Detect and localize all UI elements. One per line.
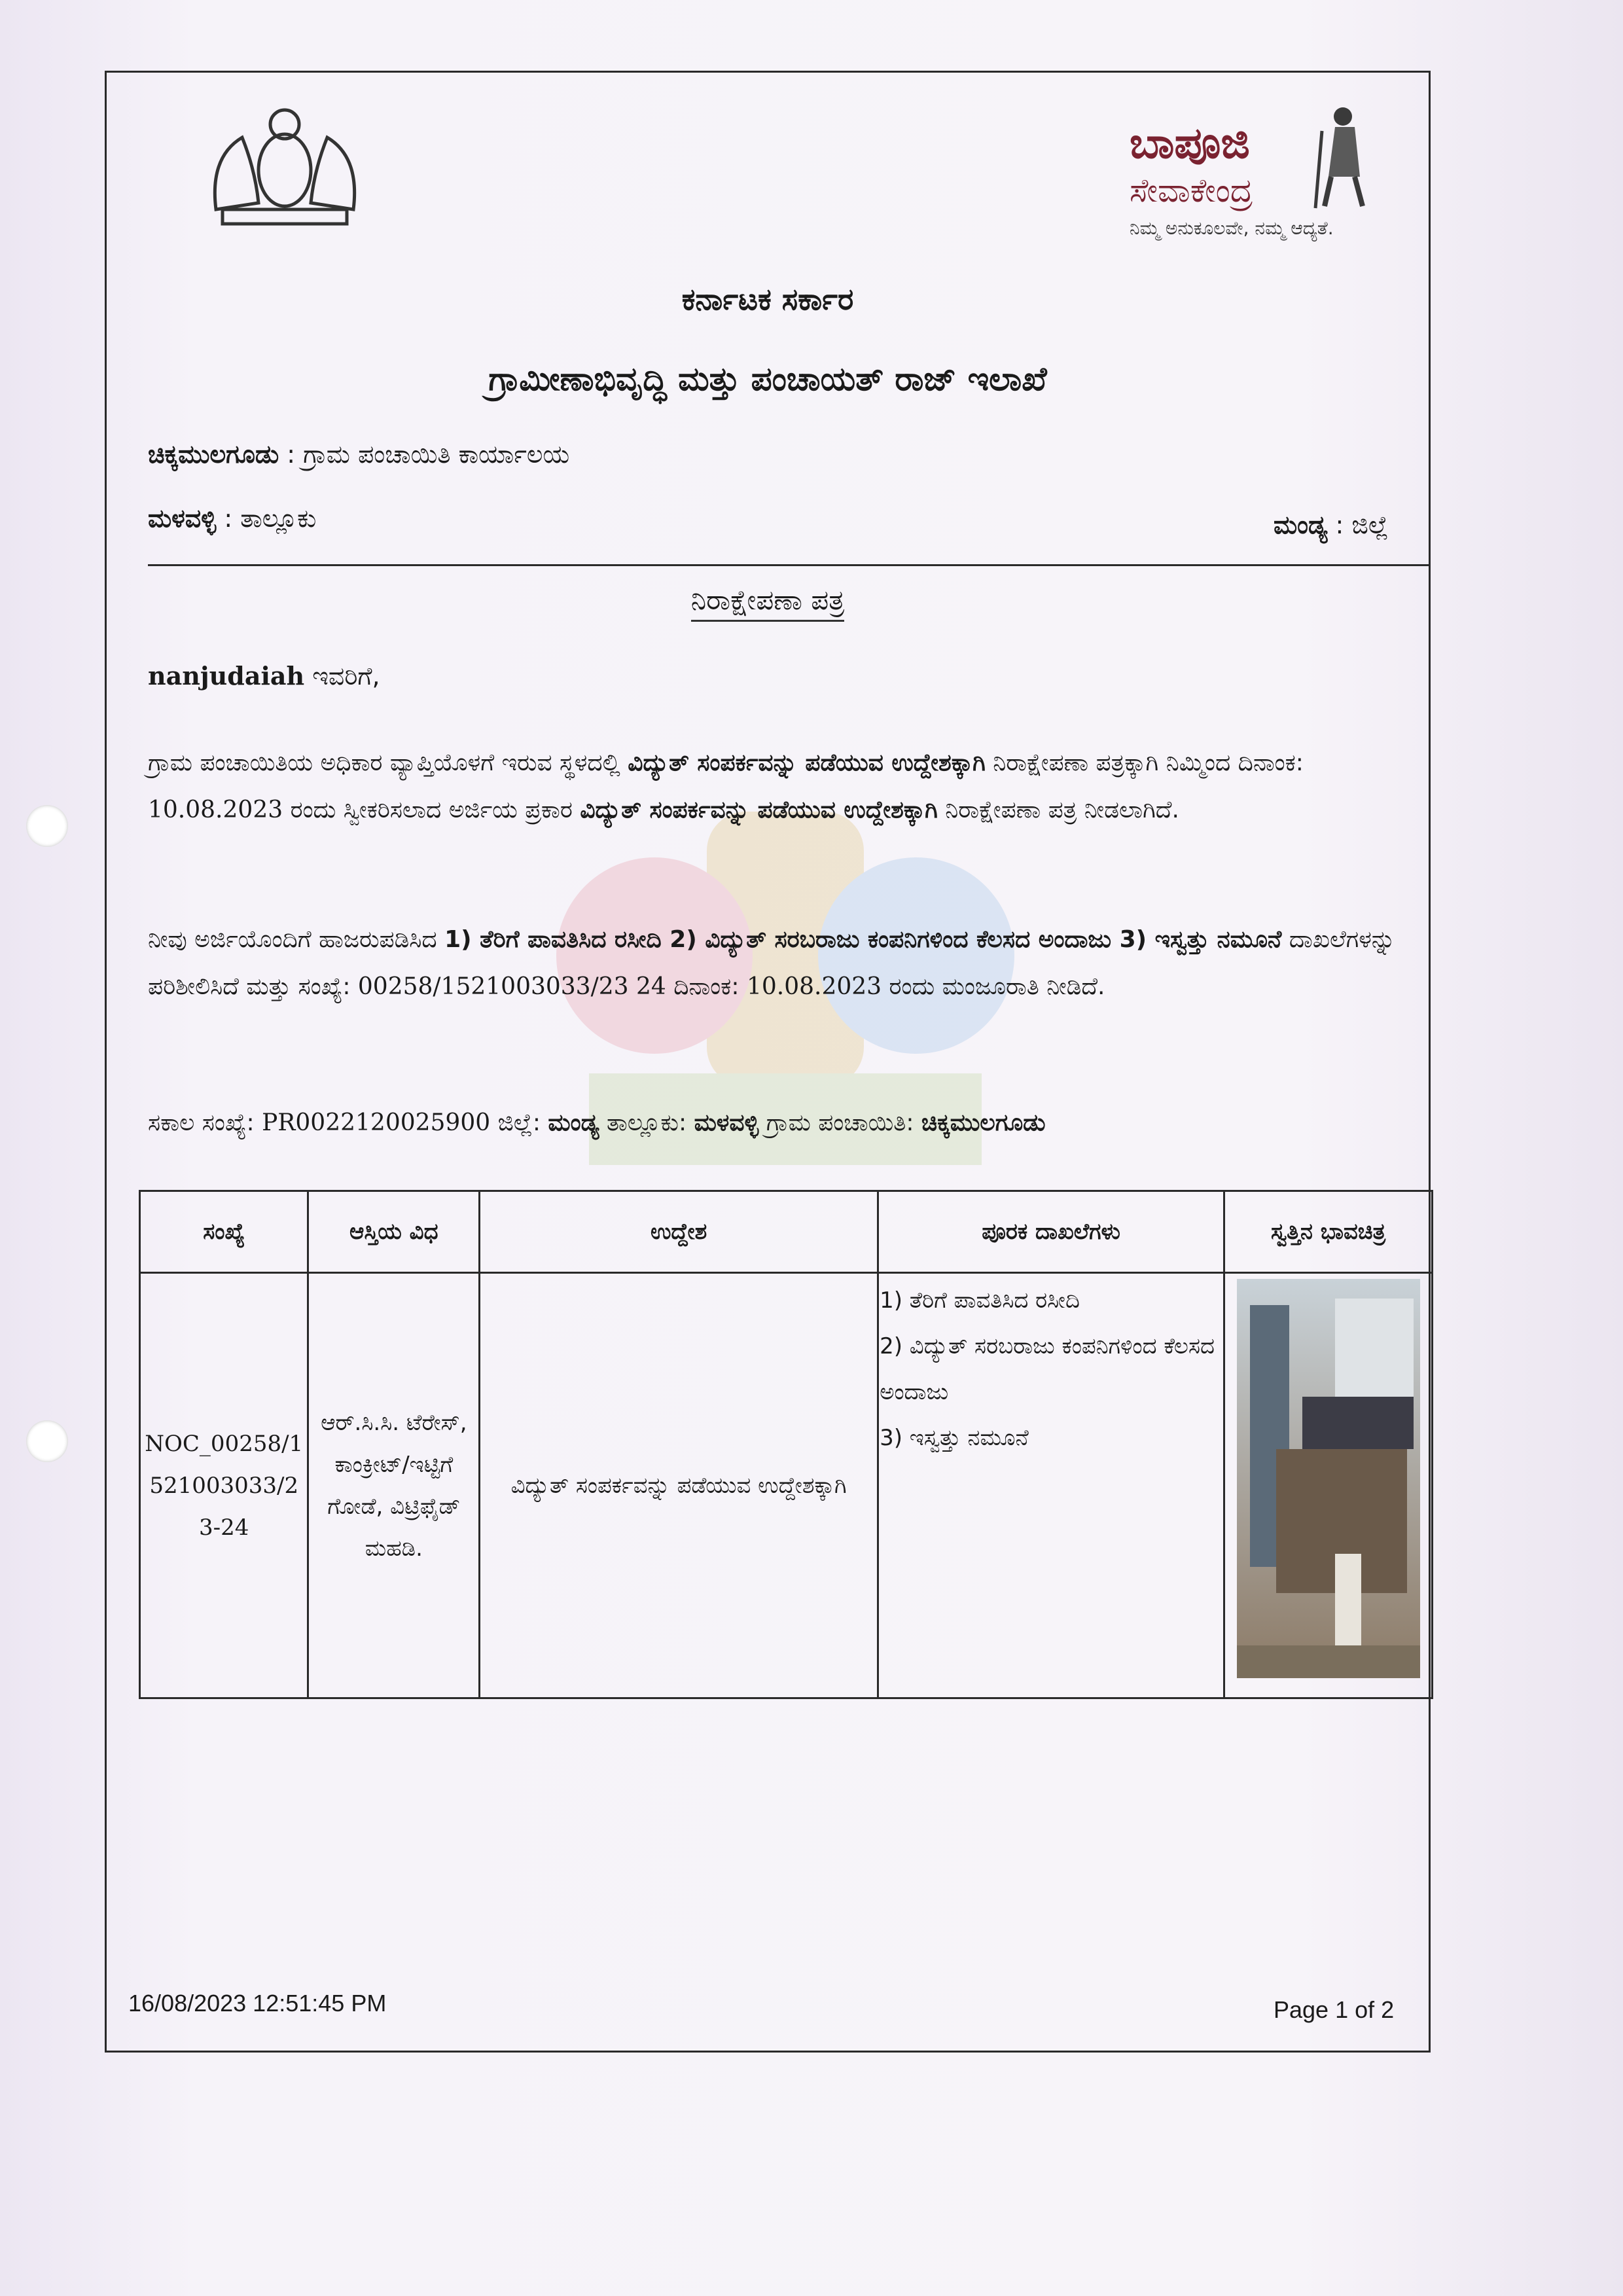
photo-cell (1224, 1273, 1433, 1698)
para1-text-a: ಗ್ರಾಮ ಪಂಚಾಯಿತಿಯ ಅಧಿಕಾರ ವ್ಯಾಪ್ತಿಯೊಳಗೆ ಇರುವ ಸ್ಥಳದಲ್ಲಿ (148, 749, 628, 776)
district-line (1274, 511, 1389, 540)
sakala-line (148, 1100, 1431, 1147)
table-header-row (140, 1191, 1433, 1273)
approval-date: 10.08.2023 (746, 973, 882, 1000)
document-item: 1) ತೆರಿಗೆ ಪಾವತಿಸಿದ ರಸೀದಿ (880, 1287, 1080, 1314)
logo-subtitle: ಸೇವಾಕೇಂದ್ರ (1130, 171, 1253, 209)
documents-cell (878, 1273, 1224, 1698)
para2-documents: 1) ತೆರಿಗೆ ಪಾವತಿಸಿದ ರಸೀದಿ 2) ವಿದ್ಯುತ್ ಸರಬರಾಜು ಕಂಪನಿಗಳಿಂದ ಕೆಲಸದ ಅಂದಾಜು 3) ಇಸ್ವತ್ತು ನಮೂನೆ (444, 926, 1282, 953)
recipient-name: nanjudaiah (148, 661, 305, 691)
paragraph-application (148, 740, 1431, 834)
taluk-name: ಮಳವಳ್ಳಿ (148, 504, 217, 533)
sakala-district-label: ಜಿಲ್ಲೆ: (490, 1109, 548, 1136)
bapuji-sevakendra-logo (1119, 98, 1394, 249)
panchayat-label: : ಗ್ರಾಮ ಪಂಚಾಯಿತಿ ಕಾರ್ಯಾಲಯ (279, 440, 570, 469)
para1-text-c: ನಿರಾಕ್ಷೇಪಣಾ ಪತ್ರಕ್ಕಾಗಿ ನಿಮ್ಮಿಂದ ದಿನಾಂಕ: (985, 749, 1304, 776)
document-item: 2) ವಿದ್ಯುತ್ ಸರಬರಾಜು ಕಂಪನಿಗಳಿಂದ ಕೆಲಸದ ಅಂದಾಜು (880, 1333, 1215, 1405)
taluk-line (148, 504, 316, 533)
state-government-heading: ಕರ್ನಾಟಕ ಸರ್ಕಾರ (681, 281, 854, 317)
column-header-number: ಸಂಖ್ಯೆ (140, 1191, 308, 1273)
column-header-property-type: ಆಸ್ತಿಯ ವಿಧ (308, 1191, 480, 1273)
department-heading: ಗ್ರಾಮೀಣಾಭಿವೃದ್ಧಿ ಮತ್ತು ಪಂಚಾಯತ್ ರಾಜ್ ಇಲಾಖೆ (488, 360, 1047, 398)
header-divider (148, 564, 1431, 566)
para2-text-a: ನೀವು ಅರ್ಜಿಯೊಂದಿಗೆ ಹಾಜರುಪಡಿಸಿದ (148, 926, 445, 953)
logo-title: ಬಾಪೂಜಿ (1130, 118, 1250, 168)
approval-number: 00258/1521003033/23 24 (357, 973, 666, 1000)
para2-text-d: ದಿನಾಂಕ: (666, 973, 747, 1000)
column-header-purpose: ಉದ್ದೇಶ (480, 1191, 878, 1273)
sakala-label: ಸಕಾಲ ಸಂಖ್ಯೆ: (148, 1109, 262, 1136)
panchayat-line (148, 440, 569, 469)
sakala-taluk-label: ತಾಲ್ಲೂಕು: (599, 1109, 694, 1136)
para2-text-e: ರಂದು ಮಂಜೂರಾತಿ ನೀಡಿದೆ. (882, 973, 1105, 1000)
purpose-cell: ವಿದ್ಯುತ್ ಸಂಪರ್ಕವನ್ನು ಪಡೆಯುವ ಉದ್ದೇಶಕ್ಕಾಗಿ (480, 1273, 878, 1698)
paragraph-approval (148, 916, 1431, 1011)
column-header-photo: ಸ್ವತ್ತಿನ ಭಾವಚಿತ್ರ (1224, 1191, 1433, 1273)
district-label: : ಜಿಲ್ಲೆ (1327, 511, 1389, 539)
sakala-gp-label: ಗ್ರಾಮ ಪಂಚಾಯಿತಿ: (758, 1109, 921, 1136)
sakala-taluk: ಮಳವಳ್ಳಿ (694, 1109, 759, 1136)
para1-text-d: ರಂದು ಸ್ವೀಕರಿಸಲಾದ ಅರ್ಜಿಯ ಪ್ರಕಾರ (283, 797, 580, 823)
document-title: ನಿರಾಕ್ಷೇಪಣಾ ಪತ್ರ (105, 584, 1431, 617)
punch-hole (26, 1420, 68, 1462)
noc-number-cell: NOC_00258/1521003033/23-24 (140, 1273, 308, 1698)
gandhi-walking-icon (1309, 105, 1381, 209)
para2-text-c: ದಾಖಲೆಗಳನ್ನು ಪರಿಶೀಲಿಸಿದೆ ಮತ್ತು ಸಂಖ್ಯೆ: (148, 926, 1396, 1000)
property-type-cell: ಆರ್.ಸಿ.ಸಿ. ಟೆರೇಸ್, ಕಾಂಕ್ರೀಟ್/ಇಟ್ಟಿಗೆ ಗೋಡೆ, ವಿಟ್ರಿಫೈಡ್ ಮಹಡಿ. (308, 1273, 480, 1698)
district-name: ಮಂಡ್ಯ (1274, 511, 1328, 539)
table-row (140, 1273, 1433, 1698)
page-number: Page 1 of 2 (1274, 1996, 1395, 2023)
sakala-number: PR0022120025900 (262, 1109, 491, 1136)
salutation-suffix: ಇವರಿಗೆ, (304, 662, 380, 691)
karnataka-emblem-icon (196, 98, 373, 236)
logo-tagline: ನಿಮ್ಮ ಅನುಕೂಲವೇ, ನಮ್ಮ ಆದ್ಯತೆ. (1130, 217, 1334, 239)
sakala-district: ಮಂಡ್ಯ (548, 1109, 599, 1136)
taluk-label: : ತಾಲ್ಲೂಕು (216, 504, 317, 533)
punch-hole (26, 805, 68, 847)
para1-text-f: ನಿರಾಕ್ಷೇಪಣಾ ಪತ್ರ ನೀಡಲಾಗಿದೆ. (937, 797, 1179, 823)
noc-details-table (139, 1190, 1433, 1699)
sakala-gp: ಚಿಕ್ಕಮುಲಗೂಡು (921, 1109, 1046, 1136)
document-item: 3) ಇಸ್ವತ್ತು ನಮೂನೆ (880, 1425, 1029, 1451)
column-header-documents: ಪೂರಕ ದಾಖಲೆಗಳು (878, 1191, 1224, 1273)
para1-purpose-2: ವಿದ್ಯುತ್ ಸಂಪರ್ಕವನ್ನು ಪಡೆಯುವ ಉದ್ದೇಶಕ್ಕಾಗಿ (580, 797, 938, 823)
print-timestamp: 16/08/2023 12:51:45 PM (128, 1990, 387, 2017)
property-photo (1237, 1279, 1420, 1678)
para1-date: 10.08.2023 (148, 797, 283, 823)
panchayat-name: ಚಿಕ್ಕಮುಲಗೂಡು (148, 440, 279, 469)
salutation (148, 661, 380, 691)
para1-purpose: ವಿದ್ಯುತ್ ಸಂಪರ್ಕವನ್ನು ಪಡೆಯುವ ಉದ್ದೇಶಕ್ಕಾಗಿ (628, 749, 986, 776)
